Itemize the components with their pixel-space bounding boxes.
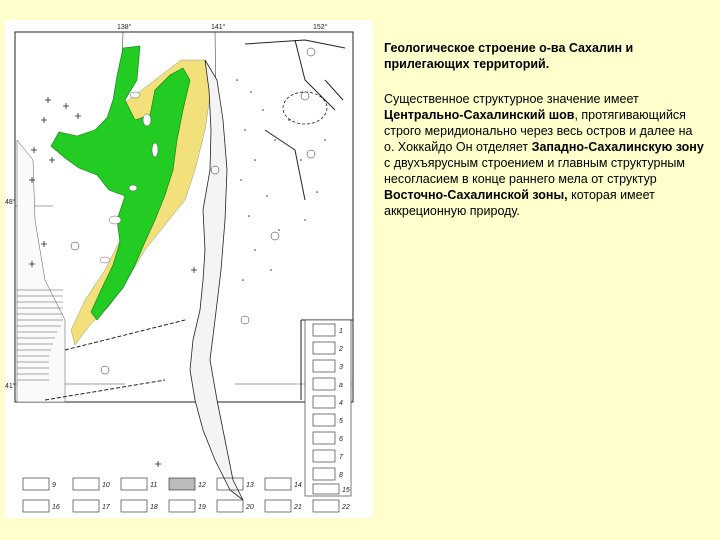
text-panel [384,40,706,219]
legend-num-18: 18 [150,504,158,511]
legend-num-2: 2 [339,346,343,353]
legend-num-3: 3 [339,364,343,371]
slide-paragraph [384,91,706,219]
text-run: с двухъярусным строением и главным структурным несогласием в конце раннего мела от структур [384,156,685,186]
tick-138: 138° [117,24,132,31]
legend-num-a: а [339,382,343,389]
dot-field [236,79,326,281]
legend-num-6: 6 [339,436,343,443]
legend-num-13: 13 [246,482,254,489]
legend-num-8: 8 [339,472,343,479]
legend-num-4: 4 [339,400,343,407]
tick-152: 152° [313,24,328,31]
text-run: которая имеет аккреционную природу. [384,188,655,218]
legend-num-16: 16 [52,504,60,511]
tick-41: 41° [5,383,16,390]
hatch-area [17,140,65,402]
legend-num-17: 17 [102,504,110,511]
legend-num-20: 20 [246,504,254,511]
legend-num-11: 11 [150,482,158,489]
tick-48: 48° [5,199,16,206]
geological-map [5,20,373,518]
bold-term: Восточно-Сахалинской зоны, [384,188,568,202]
legend-num-9: 9 [52,482,56,489]
legend-num-10: 10 [102,482,110,489]
legend-num-21: 21 [294,504,302,511]
legend-num-14: 14 [294,482,302,489]
text-run: , протягивающийся строго меридионально через весь остров и далее на о. Хоккайдо Он отделяет [384,108,693,154]
slide-title: Геологическое строение о-ва Сахалин и прилегающих территорий. [384,41,634,71]
legend-num-5: 5 [339,418,343,425]
legend-num-1: 1 [339,328,343,335]
legend-num-7: 7 [339,454,343,461]
legend-bottom [23,478,339,512]
bold-term: Центрально-Сахалинский шов [384,108,575,122]
green-zone [51,46,190,320]
legend-num-19: 19 [198,504,206,511]
bold-term: Западно-Сахалинскую зону [531,140,704,154]
text-run: Существенное структурное значение имеет [384,92,639,106]
thrust-lines [45,320,185,400]
tick-141: 141° [211,24,226,31]
legend-right [305,320,351,496]
legend-num-22: 22 [342,504,350,511]
map-drawing [5,20,373,518]
legend-num-12: 12 [198,482,206,489]
legend-num-15: 15 [342,487,350,494]
